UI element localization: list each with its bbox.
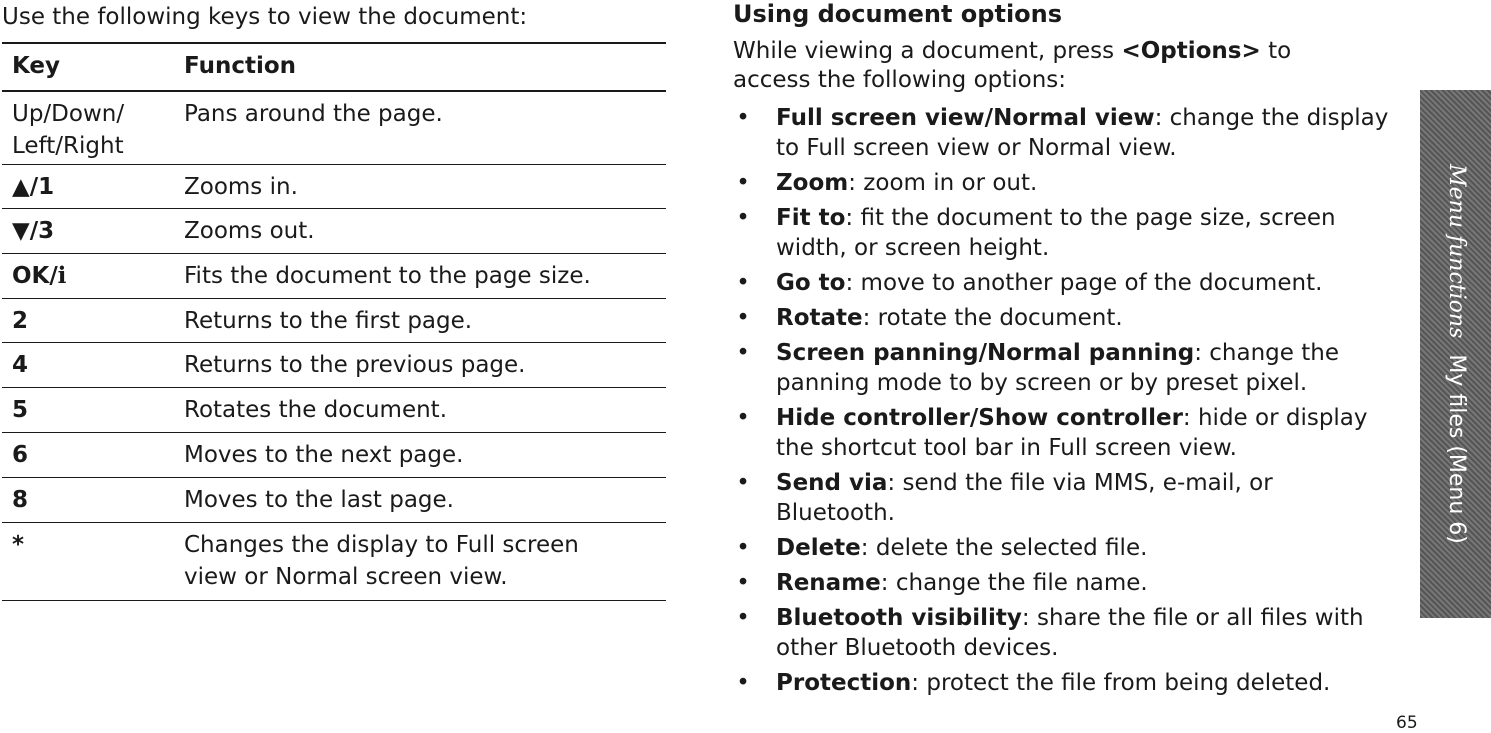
table-header-row (2, 44, 666, 92)
table-row (2, 209, 666, 254)
table-row (2, 92, 666, 165)
bullet-icon: • (736, 340, 750, 366)
option-description: : move to another page of the document. (845, 270, 1323, 296)
table-cell-function: Rotates the document. (184, 397, 448, 423)
list-item (733, 403, 1393, 463)
table-body (2, 92, 666, 601)
table-row (2, 254, 666, 299)
table-row (2, 523, 666, 601)
list-item (733, 168, 1393, 198)
options-intro (733, 37, 1373, 95)
option-description: : change the panning mode to by screen or by preset pixel. (776, 340, 1339, 396)
option-description: : protect the file from being deleted. (911, 670, 1331, 696)
option-term: Zoom (776, 170, 849, 196)
bullet-icon: • (736, 170, 750, 196)
table-cell-key: 4 (12, 352, 29, 378)
bullet-icon: • (736, 105, 750, 131)
bullet-icon: • (736, 270, 750, 296)
table-row (2, 165, 666, 209)
list-item (733, 203, 1393, 263)
option-term: Protection (776, 670, 912, 696)
table-cell-function: Moves to the last page. (184, 487, 454, 513)
list-item (733, 103, 1393, 163)
table-cell-function: Changes the display to Full screen view or Normal screen view. (184, 532, 579, 590)
option-term: Send via (776, 470, 888, 496)
option-term: Screen panning/Normal panning (776, 340, 1195, 366)
bullet-icon: • (736, 605, 750, 631)
bullet-icon: • (736, 570, 750, 596)
option-description: : delete the selected file. (860, 535, 1148, 561)
table-cell-key: ▲/1 (12, 174, 55, 200)
section-heading: Using document options (733, 0, 1063, 28)
bullet-icon: • (736, 305, 750, 331)
bullet-icon: • (736, 405, 750, 431)
list-item (733, 468, 1393, 528)
list-item (733, 568, 1393, 598)
table-row (2, 299, 666, 343)
option-term: Bluetooth visibility (776, 605, 1022, 631)
chapter-side-tab-text (1442, 164, 1470, 544)
table-cell-key: ▼/3 (12, 218, 55, 244)
table-cell-key: OK/ℹ (12, 263, 67, 289)
list-item (733, 303, 1393, 333)
page-number: 65 (1396, 713, 1418, 733)
table-cell-function: Fits the document to the page size. (184, 263, 591, 289)
option-description: : share the file or all files with other Bluetooth devices. (776, 605, 1364, 661)
table-cell-key: 6 (12, 442, 29, 468)
table-cell-key: 2 (12, 308, 29, 334)
table-cell-key: 8 (12, 487, 29, 513)
chapter-side-tab (1420, 90, 1491, 618)
table-row (2, 478, 666, 523)
list-item (733, 668, 1393, 698)
options-intro-before: While viewing a document, press (733, 38, 1122, 64)
table-cell-function: Returns to the first page. (184, 308, 473, 334)
table-header-function: Function (184, 53, 297, 79)
option-term: Rotate (776, 305, 863, 331)
option-term: Full screen view/Normal view (776, 105, 1155, 131)
table-row (2, 388, 666, 433)
key-table-intro: Use the following keys to view the document: (2, 4, 528, 30)
option-description: : rotate the document. (862, 305, 1123, 331)
side-tab-section: Menu functions (1443, 164, 1469, 339)
table-cell-key: 5 (12, 397, 29, 423)
table-cell-function: Zooms out. (184, 218, 315, 244)
list-item (733, 603, 1393, 663)
table-cell-key: Up/Down/ Left/Right (12, 101, 125, 159)
table-cell-function: Zooms in. (184, 174, 298, 200)
table-cell-function: Moves to the next page. (184, 442, 464, 468)
list-item (733, 268, 1393, 298)
table-cell-function: Pans around the page. (184, 101, 443, 127)
table-cell-function: Returns to the previous page. (184, 352, 526, 378)
table-row (2, 343, 666, 388)
bullet-icon: • (736, 670, 750, 696)
option-term: Fit to (776, 205, 846, 231)
option-description: : change the display to Full screen view or Normal view. (776, 105, 1389, 161)
option-description: : change the file name. (880, 570, 1148, 596)
options-list (733, 103, 1393, 703)
bullet-icon: • (736, 205, 750, 231)
option-description: : hide or display the shortcut tool bar in Full screen view. (776, 405, 1368, 461)
list-item (733, 338, 1393, 398)
option-description: : send the file via MMS, e-mail, or Bluetooth. (776, 470, 1273, 526)
bullet-icon: • (736, 470, 750, 496)
option-term: Delete (776, 535, 861, 561)
table-row (2, 433, 666, 478)
bullet-icon: • (736, 535, 750, 561)
side-tab-subsection: My files (Menu 6) (1443, 354, 1469, 544)
options-intro-after: to access the following options: (733, 38, 1292, 93)
option-term: Go to (776, 270, 846, 296)
list-item (733, 533, 1393, 563)
options-intro-key: <Options> (1121, 38, 1261, 64)
option-term: Hide controller/Show controller (776, 405, 1183, 431)
table-header-key: Key (12, 53, 61, 79)
key-function-table (2, 42, 666, 601)
table-cell-key: * (12, 532, 25, 558)
option-term: Rename (776, 570, 881, 596)
option-description: : fit the document to the page size, screen width, or screen height. (776, 205, 1336, 261)
option-description: : zoom in or out. (848, 170, 1038, 196)
